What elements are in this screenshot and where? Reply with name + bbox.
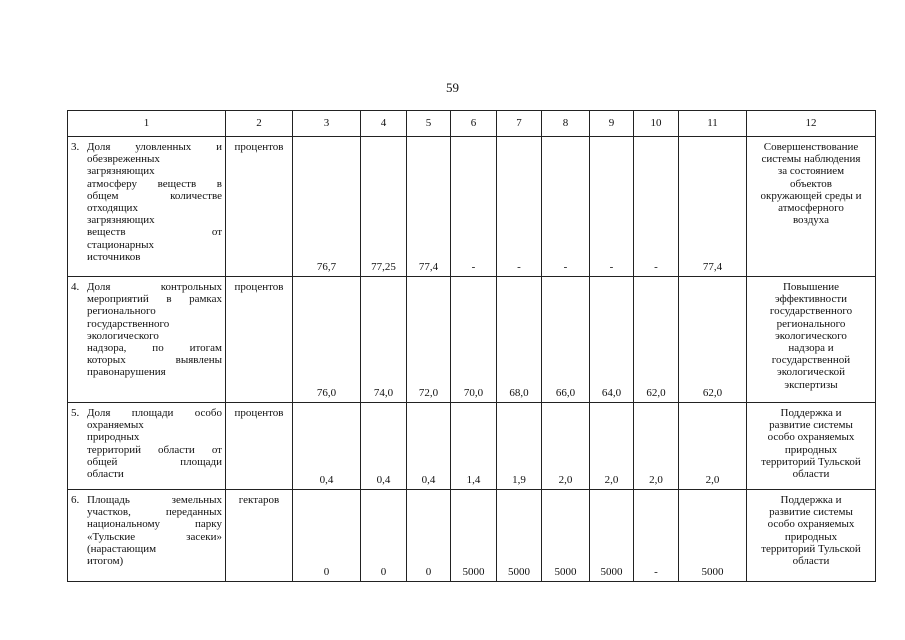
indicator-name — [87, 141, 222, 263]
unit-cell: процентов — [226, 403, 293, 490]
value-cell: - — [451, 137, 497, 277]
note-line: Поддержка и — [780, 407, 842, 419]
indicator-name-cell — [68, 403, 226, 490]
header-cell: 9 — [590, 111, 634, 137]
row-number: 5. — [71, 407, 80, 419]
note-line: системы наблюдения — [761, 153, 861, 166]
value-cell: - — [497, 137, 542, 277]
indicator-name-line: стационарных — [87, 238, 155, 251]
value-cell: 0 — [293, 490, 361, 582]
indicator-name — [87, 494, 222, 567]
value-cell: 1,9 — [497, 403, 542, 490]
note-line: области — [792, 555, 830, 568]
header-cell: 5 — [407, 111, 451, 137]
indicator-name-cell — [68, 490, 226, 582]
note-line: особо охраняемых — [767, 518, 855, 531]
indicator-name-line: области — [87, 468, 124, 481]
indicator-name-line: территорий области от — [87, 443, 222, 456]
indicator-name-line: Доля уловленных и — [87, 141, 222, 153]
indicator-name-line: регионального — [87, 305, 156, 318]
indicator-name-line: «Тульские засеки» — [87, 530, 222, 543]
header-cell: 4 — [361, 111, 407, 137]
note-line: развитие системы — [769, 506, 853, 519]
indicator-name-line: мероприятий в рамках — [87, 293, 222, 306]
page-number: 59 — [446, 80, 459, 95]
indicator-name-line: отходящих — [87, 202, 138, 215]
header-cell: 8 — [542, 111, 590, 137]
note-line: эффективности — [774, 293, 848, 306]
indicator-name-line: источников — [87, 250, 141, 263]
value-cell: 77,4 — [679, 137, 747, 277]
indicator-name-line: Доля контрольных — [87, 281, 222, 293]
note-line: окружающей среды и — [760, 189, 862, 202]
indicator-name-line: национальному парку — [87, 518, 222, 531]
indicator-name-line: общем количестве — [87, 189, 222, 202]
header-cell: 3 — [293, 111, 361, 137]
table-row — [68, 137, 876, 277]
value-cell: 0 — [407, 490, 451, 582]
indicator-name-line: веществ от — [87, 226, 222, 239]
value-cell: 2,0 — [634, 403, 679, 490]
indicator-name-line: государственного — [87, 317, 170, 330]
note-line: объектов — [790, 177, 832, 190]
note-line: государственного — [769, 305, 853, 318]
unit-cell: процентов — [226, 277, 293, 403]
indicator-name-line: общей площади — [87, 455, 222, 468]
value-cell: 62,0 — [634, 277, 679, 403]
note-line: экологического — [775, 329, 847, 342]
indicator-name — [87, 407, 222, 480]
value-cell: 5000 — [679, 490, 747, 582]
value-cell: 2,0 — [590, 403, 634, 490]
value-cell: 5000 — [451, 490, 497, 582]
unit-cell: процентов — [226, 137, 293, 277]
note-line: территорий Тульской — [761, 542, 861, 555]
value-cell: 72,0 — [407, 277, 451, 403]
value-cell: 0,4 — [293, 403, 361, 490]
value-cell: 66,0 — [542, 277, 590, 403]
note-line: территорий Тульской — [761, 455, 861, 468]
row-number: 6. — [71, 494, 80, 506]
note-line: природных — [784, 530, 838, 543]
value-cell: 62,0 — [679, 277, 747, 403]
value-cell: 2,0 — [542, 403, 590, 490]
indicator-name-line: участков, переданных — [87, 506, 222, 519]
note-line: области — [792, 468, 830, 481]
value-cell: - — [634, 490, 679, 582]
header-cell: 1 — [68, 111, 226, 137]
note-line: Повышение — [782, 281, 840, 293]
indicator-name-line: атмосферу веществ в — [87, 177, 222, 190]
value-cell: 0,4 — [361, 403, 407, 490]
row-number: 4. — [71, 281, 80, 293]
note-line: атмосферного — [778, 202, 844, 215]
value-cell: 68,0 — [497, 277, 542, 403]
note-line: экологической — [777, 366, 845, 379]
value-cell: - — [634, 137, 679, 277]
header-cell: 7 — [497, 111, 542, 137]
value-cell: 77,4 — [407, 137, 451, 277]
table-row — [68, 277, 876, 403]
indicator-name-cell — [68, 137, 226, 277]
indicator-name-line: загрязняющих — [87, 214, 155, 227]
indicator-name-line: надзора, по итогам — [87, 342, 222, 355]
indicators-table — [67, 110, 876, 582]
value-cell: 77,25 — [361, 137, 407, 277]
value-cell: 1,4 — [451, 403, 497, 490]
header-cell: 12 — [747, 111, 876, 137]
note-cell — [747, 490, 876, 582]
header-cell: 11 — [679, 111, 747, 137]
indicator-name-cell — [68, 277, 226, 403]
indicator-name-line: обезвреженных — [87, 153, 160, 166]
header-cell: 10 — [634, 111, 679, 137]
note-line: Поддержка и — [780, 494, 842, 506]
indicator-name-line: природных — [87, 431, 140, 444]
note-line: за состоянием — [777, 165, 845, 178]
row-number: 3. — [71, 141, 80, 153]
note-line: регионального — [776, 317, 846, 330]
note-line: экспертизы — [784, 378, 838, 391]
value-cell: 5000 — [497, 490, 542, 582]
note-cell — [747, 277, 876, 403]
indicator-name — [87, 281, 222, 379]
value-cell: 0 — [361, 490, 407, 582]
indicator-name-line: Площадь земельных — [87, 494, 222, 506]
value-cell: 70,0 — [451, 277, 497, 403]
value-cell: 64,0 — [590, 277, 634, 403]
note-line: особо охраняемых — [767, 431, 855, 444]
indicator-name-line: правонарушения — [87, 366, 166, 379]
indicator-name-line: экологического — [87, 329, 159, 342]
value-cell: 76,7 — [293, 137, 361, 277]
note-cell — [747, 137, 876, 277]
header-cell: 6 — [451, 111, 497, 137]
unit-cell: гектаров — [226, 490, 293, 582]
value-cell: - — [542, 137, 590, 277]
value-cell: 76,0 — [293, 277, 361, 403]
note-line: Совершенствование — [763, 141, 859, 153]
indicator-name-line: Доля площади особо — [87, 407, 222, 419]
value-cell: 5000 — [542, 490, 590, 582]
note-line: государственной — [771, 354, 851, 367]
note-line: развитие системы — [769, 419, 853, 432]
value-cell: - — [590, 137, 634, 277]
note-line: воздуха — [792, 214, 830, 227]
header-row — [68, 111, 876, 137]
header-cell: 2 — [226, 111, 293, 137]
value-cell: 0,4 — [407, 403, 451, 490]
note-cell — [747, 403, 876, 490]
note-line: природных — [784, 443, 838, 456]
indicator-name-line: загрязняющих — [87, 165, 155, 178]
indicator-name-line: (нарастающим — [87, 542, 157, 555]
table-row — [68, 403, 876, 490]
indicator-name-line: охраняемых — [87, 419, 144, 432]
value-cell: 5000 — [590, 490, 634, 582]
value-cell: 74,0 — [361, 277, 407, 403]
indicator-name-line: которых выявлены — [87, 354, 222, 367]
table-row — [68, 490, 876, 582]
value-cell: 2,0 — [679, 403, 747, 490]
note-line: надзора и — [788, 342, 834, 355]
indicator-name-line: итогом) — [87, 555, 124, 568]
